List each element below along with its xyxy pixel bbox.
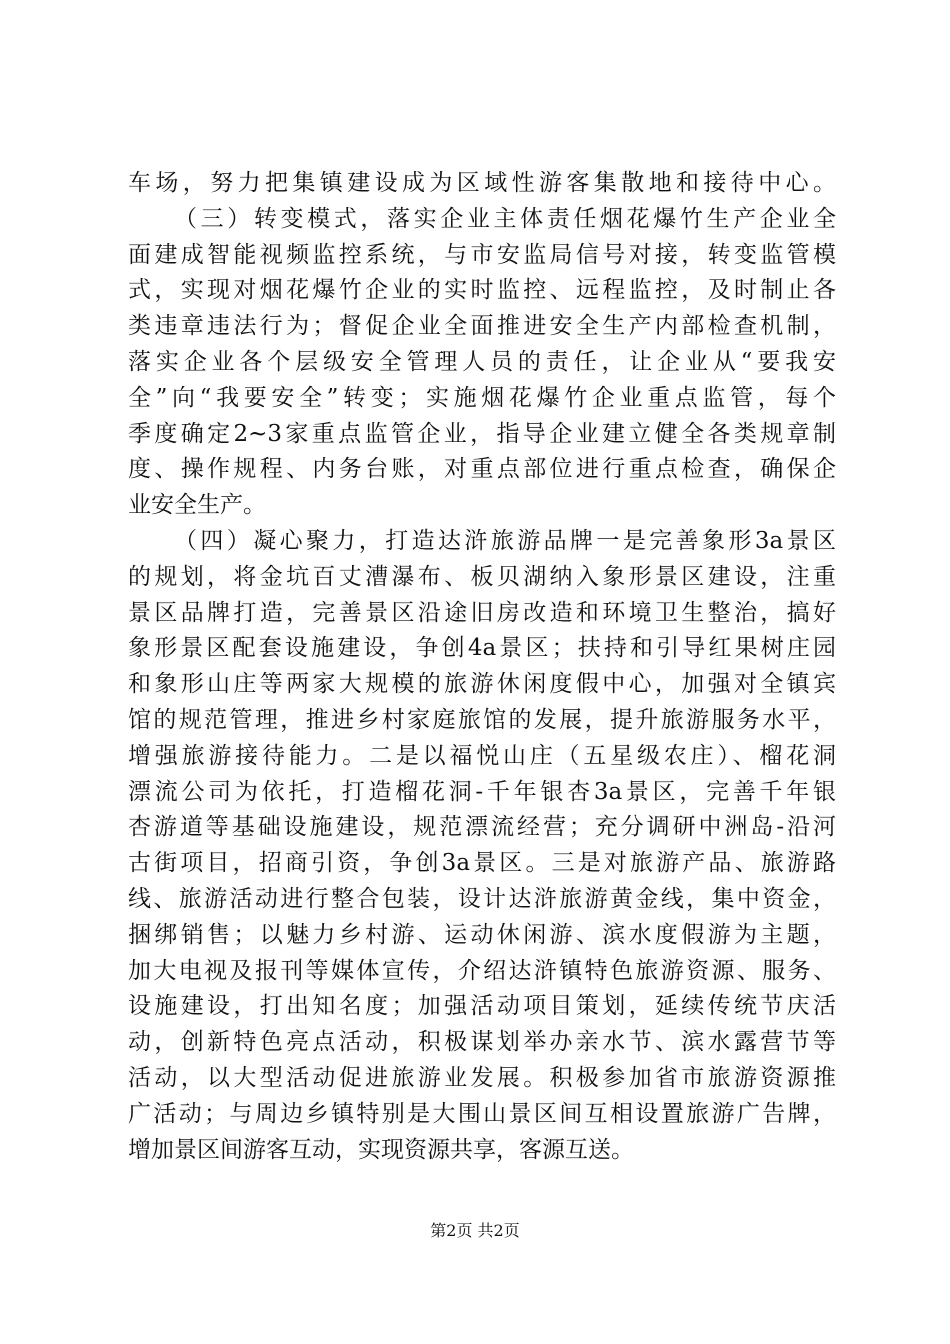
text-line: 增加景区间游客互动，实现资源共享，客源互送。 — [128, 1136, 634, 1163]
text-line: 活动，以大型活动促进旅游业发展。积极参加省市旅游资源推 — [128, 1064, 836, 1091]
text-line: 式，实现对烟花爆竹企业的实时监控、远程监控，及时制止各 — [128, 277, 836, 304]
text-line: 全”向“我要安全”转变；实施烟花爆竹企业重点监管，每个 — [128, 384, 836, 411]
text-line: 和象形山庄等两家大规模的旅游休闲度假中心，加强对全镇宾 — [128, 671, 836, 698]
text-line: 线、旅游活动进行整合包装，设计达浒旅游黄金线，集中资金， — [128, 885, 836, 912]
text-line: 杏游道等基础设施建设，规范漂流经营；充分调研中洲岛-沿河 — [128, 814, 836, 841]
text-line: 漂流公司为依托，打造榴花洞-千年银杏3a景区，完善千年银 — [128, 778, 836, 805]
text-line: 增强旅游接待能力。二是以福悦山庄（五星级农庄）、榴花洞 — [128, 742, 836, 769]
text-line: 广活动；与周边乡镇特别是大围山景区间互相设置旅游广告牌， — [128, 1100, 836, 1127]
text-line: 车场，努力把集镇建设成为区域性游客集散地和接待中心。 — [128, 170, 836, 196]
document-body — [128, 166, 836, 1168]
text-line: 落实企业各个层级安全管理人员的责任，让企业从“要我安 — [128, 348, 836, 375]
text-line: 加大电视及报刊等媒体宣传，介绍达浒镇特色旅游资源、服务、 — [128, 957, 836, 984]
text-line: 面建成智能视频监控系统，与市安监局信号对接，转变监管模 — [128, 241, 836, 268]
text-line: 类违章违法行为；督促企业全面推进安全生产内部检查机制， — [128, 313, 836, 340]
text-line: 古街项目，招商引资，争创3a景区。三是对旅游产品、旅游路 — [128, 850, 836, 877]
text-line: 业安全生产。 — [128, 492, 266, 519]
text-line: 捆绑销售；以魅力乡村游、运动休闲游、滨水度假游为主题， — [128, 921, 836, 948]
text-line: 动，创新特色亮点活动，积极谋划举办亲水节、滨水露营节等 — [128, 1029, 836, 1056]
text-line: 象形景区配套设施建设，争创4a景区；扶持和引导红果树庄园 — [128, 635, 836, 662]
text-line: 度、操作规程、内务台账，对重点部位进行重点检查，确保企 — [128, 456, 836, 483]
section-heading-line: （四）凝心聚力，打造达浒旅游品牌一是完善象形3a景区 — [174, 527, 836, 554]
text-line: 的规划，将金坑百丈漕瀑布、板贝湖纳入象形景区建设，注重 — [128, 563, 836, 590]
page-footer: 第2页 共2页 — [430, 1221, 520, 1240]
section-heading-line: （三）转变模式，落实企业主体责任烟花爆竹生产企业全 — [174, 205, 836, 232]
text-line: 季度确定2~3家重点监管企业，指导企业建立健全各类规章制 — [128, 420, 836, 447]
text-line: 景区品牌打造，完善景区沿途旧房改造和环境卫生整治，搞好 — [128, 599, 836, 626]
text-line: 馆的规范管理，推进乡村家庭旅馆的发展，提升旅游服务水平， — [128, 706, 836, 733]
text-line: 设施建设，打出知名度；加强活动项目策划，延续传统节庆活 — [128, 993, 836, 1020]
